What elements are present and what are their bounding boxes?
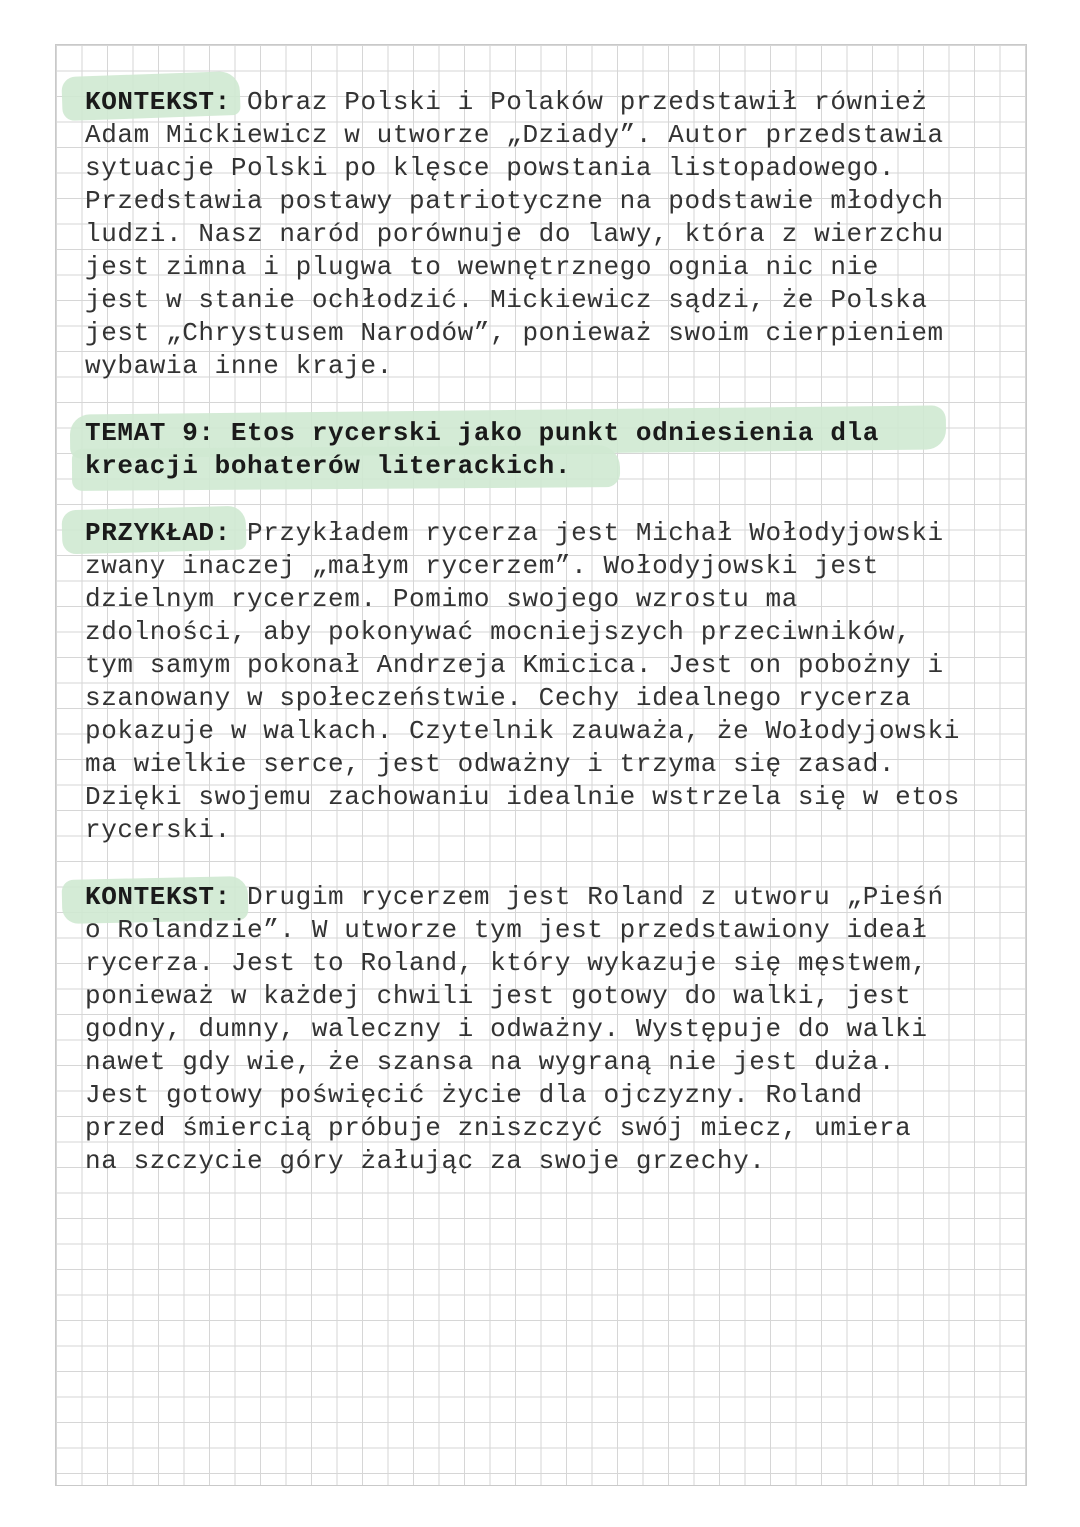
topic-title-line: kreacji bohaterów literackich. bbox=[85, 451, 572, 481]
text-line: Adam Mickiewicz w utworze „Dziady”. Autor przedstawia bbox=[85, 120, 944, 150]
text-line: na szczycie góry żałując za swoje grzechy. bbox=[85, 1146, 766, 1176]
example-paragraph bbox=[85, 517, 1020, 847]
text-line: zdolności, aby pokonywać mocniejszych przeciwników, bbox=[85, 617, 912, 647]
text-line: pokazuje w walkach. Czytelnik zauważa, że Wołodyjowski bbox=[85, 716, 960, 746]
text-line: Przedstawia postawy patriotyczne na podstawie młodych bbox=[85, 186, 944, 216]
text-line: Dzięki swojemu zachowaniu idealnie wstrzela się w etos bbox=[85, 782, 960, 812]
section-label: KONTEKST: bbox=[85, 87, 231, 117]
text-line: jest zimna i plugwa to wewnętrznego ognia nic nie bbox=[85, 252, 879, 282]
text-line: jest w stanie ochłodzić. Mickiewicz sądzi, że Polska bbox=[85, 285, 928, 315]
text-line: nawet gdy wie, że szansa na wygraną nie jest duża. bbox=[85, 1047, 896, 1077]
section-label: PRZYKŁAD: bbox=[85, 518, 231, 548]
text-line: rycerski. bbox=[85, 815, 231, 845]
text-line: ponieważ w każdej chwili jest gotowy do walki, jest bbox=[85, 981, 912, 1011]
notes-content bbox=[85, 86, 1020, 1178]
text-line: dzielnym rycerzem. Pomimo swojego wzrostu ma bbox=[85, 584, 798, 614]
text-line: ma wielkie serce, jest odważny i trzyma się zasad. bbox=[85, 749, 896, 779]
text-line: Jest gotowy poświęcić życie dla ojczyzny. Roland bbox=[85, 1080, 863, 1110]
text-line: KONTEKST: Obraz Polski i Polaków przedstawił również bbox=[85, 87, 928, 117]
text-line: rycerza. Jest to Roland, który wykazuje się męstwem, bbox=[85, 948, 928, 978]
text-line: PRZYKŁAD: Przykładem rycerza jest Michał Wołodyjowski bbox=[85, 518, 944, 548]
text-line: jest „Chrystusem Narodów”, ponieważ swoim cierpieniem bbox=[85, 318, 944, 348]
text-line: wybawia inne kraje. bbox=[85, 351, 393, 381]
text-line: przed śmiercią próbuje zniszczyć swój miecz, umiera bbox=[85, 1113, 912, 1143]
text-line: o Rolandzie”. W utworze tym jest przedstawiony ideał bbox=[85, 915, 928, 945]
context-paragraph-2 bbox=[85, 881, 1020, 1178]
text-line: zwany inaczej „małym rycerzem”. Wołodyjowski jest bbox=[85, 551, 879, 581]
section-label: KONTEKST: bbox=[85, 882, 231, 912]
text-line: sytuacje Polski po klęsce powstania listopadowego. bbox=[85, 153, 896, 183]
text-line: ludzi. Nasz naród porównuje do lawy, która z wierzchu bbox=[85, 219, 944, 249]
text-line: szanowany w społeczeństwie. Cechy idealnego rycerza bbox=[85, 683, 912, 713]
text-line: KONTEKST: Drugim rycerzem jest Roland z utworu „Pieśń bbox=[85, 882, 944, 912]
topic-title-line: TEMAT 9: Etos rycerski jako punkt odniesienia dla bbox=[85, 418, 879, 448]
text-line: tym samym pokonał Andrzeja Kmicica. Jest on pobożny i bbox=[85, 650, 944, 680]
context-paragraph-1 bbox=[85, 86, 1020, 383]
topic-heading bbox=[85, 417, 1020, 483]
text-line: godny, dumny, waleczny i odważny. Występuje do walki bbox=[85, 1014, 928, 1044]
